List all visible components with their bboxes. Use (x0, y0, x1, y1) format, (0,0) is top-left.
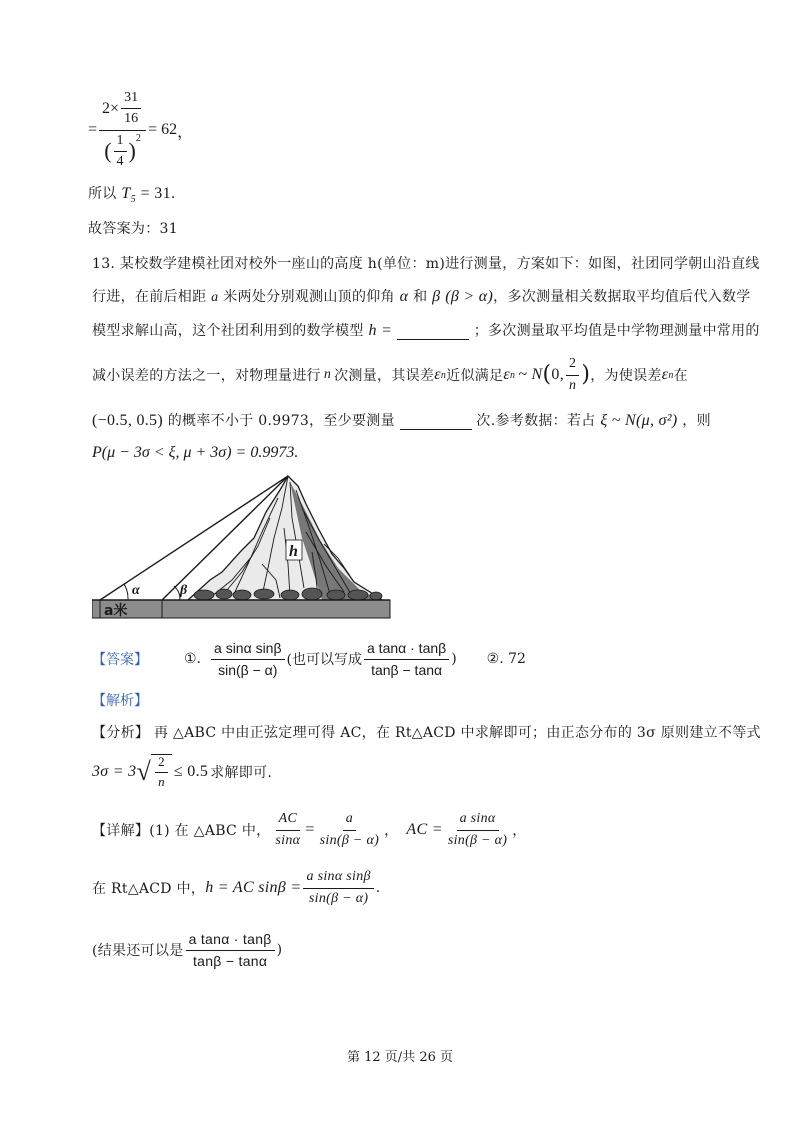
q13-l2h: ，多次测量相关数据取平均值后代入数学 (493, 289, 751, 305)
detail-ac: AC = (406, 821, 443, 838)
detail-frac-2-num: a (343, 811, 356, 830)
q13-l4c: 次测量，其误差 (334, 368, 435, 384)
big-fraction (99, 90, 146, 169)
analysis-fx-tag: 【分析】 (92, 725, 150, 741)
detail-line-2 (92, 866, 381, 910)
analysis-fx2a: 3σ = 3 (92, 763, 137, 780)
q13-line-3 (92, 320, 760, 340)
sqrt-expression (137, 754, 172, 790)
detail-tag: 【详解】 (92, 823, 150, 839)
top-equation (88, 90, 193, 170)
quarter-fraction (114, 133, 127, 170)
detail-line-3 (92, 928, 282, 972)
q13-l3a: 模型求解山高，这个社团利用到的数学模型 (92, 323, 364, 339)
left-paren: ( (104, 138, 112, 164)
answer-frac-2-num: a tanα · tanβ (364, 640, 449, 659)
eq-result: = 62 (148, 121, 178, 138)
q13-l5a: (−0.5, 0.5) (92, 412, 163, 429)
rt-frac-num: a sinα sinβ (303, 869, 373, 888)
normal-right-paren: ) (581, 362, 591, 387)
analysis-line-2 (92, 750, 272, 794)
q13-l2c: 米两处分别观测山顶的仰角 (223, 289, 395, 305)
inner-num: 31 (121, 90, 141, 109)
alt-frac (186, 931, 275, 968)
rt-a: 在 Rt△ACD 中， (92, 881, 206, 897)
analysis-tag: 【解析】 (92, 693, 148, 709)
alpha-arc (124, 584, 128, 600)
sqrt-body (151, 754, 172, 790)
q13-l4d: ε (434, 366, 441, 383)
big-fraction-numerator (99, 90, 146, 130)
page-number: 第 12 页/共 26 页 (347, 1050, 453, 1065)
answer-frac-1-den: sin(β − α) (218, 661, 278, 678)
conclusion-line: 所以 $T_5 = 31$. (88, 185, 176, 206)
quarter-den: 4 (116, 153, 124, 169)
numerator-two: 2× (102, 99, 120, 117)
q13-line-4: 减小误差的方法之一，对物理量进行 n 次测量，其误差 ε n 近似满足 ε n ~ N ( 0, $\frac{2}{n}$ ) ，为使误差 ε n 在 (92, 356, 688, 393)
detail-frac-1-num: AC (276, 811, 301, 830)
detail-frac-2-den: sin(β − α) (319, 832, 380, 848)
beta-label: β (180, 583, 188, 598)
alt-b: ) (276, 942, 283, 958)
answer-line: 故答案为：31 (88, 221, 178, 237)
answer-frac-2-den: tanβ − tanα (371, 661, 443, 678)
analysis-line-1 (92, 722, 761, 742)
detail-comma: ， (384, 823, 399, 839)
right-paren: ) (128, 138, 136, 164)
q13-l4h: 0, (551, 366, 565, 383)
rt-frac-den: sin(β − α) (308, 890, 369, 906)
model-answer-blank[interactable] (397, 323, 469, 340)
sqrt-num: 2 (155, 755, 168, 773)
detail-frac-2 (317, 811, 382, 848)
distance-label: a米 (104, 603, 128, 619)
answer-row (92, 636, 526, 682)
analysis-fx1: 再 △ABC 中由正弦定理可得 AC，在 Rt△ACD 中求解即可；由正态分布的 3σ 原则建立不等式 (153, 725, 761, 741)
q13-l5c: 次.参考数据：若占 (476, 413, 596, 429)
q13-l2a: 行进，在前后相距 (92, 289, 207, 305)
alt-frac-num: a tanα · tanβ (186, 931, 275, 950)
q13-l4g: ~ N (518, 366, 543, 383)
q13-l2f: β (432, 288, 441, 305)
q13-l2e: 和 (413, 289, 428, 305)
answer-frac-1 (211, 640, 285, 677)
detail-eq: = (305, 821, 315, 838)
conclusion-prefix: 所以 (88, 186, 117, 202)
conclusion-period: . (170, 186, 176, 202)
sqrt-sign: √ (136, 757, 152, 786)
q13-line-1: 13. 某校数学建模社团对校外一座山的高度 h(单位：m)进行测量，方案如下：如图，社团同学朝山沿直线 (92, 256, 760, 272)
q13-l3c: ；多次测量取平均值是中学物理测量中常用的 (473, 323, 760, 339)
answer-circle-1: ①. (184, 651, 202, 667)
variance-fraction (566, 356, 579, 393)
q13-line-5 (92, 410, 711, 430)
analysis-fx2e: 求解即可. (210, 765, 273, 781)
q13-l2d: α (399, 288, 409, 305)
rt-b: h = AC sinβ = (205, 879, 302, 896)
detail-frac-1 (272, 811, 303, 848)
q13-l5e: ，则 (682, 413, 711, 429)
q13-l4f: ε (503, 366, 510, 383)
q13-l5d: ξ ~ N(μ, σ²) (600, 412, 678, 429)
q13-l4b: n (323, 367, 332, 382)
detail-a: (1) 在 △ABC 中， (149, 823, 271, 839)
detail-frac-3-den: sin(β − α) (447, 832, 508, 848)
detail-frac-3 (445, 811, 510, 848)
height-label: h (289, 543, 298, 560)
q13-line-6: P(μ − 3σ < ξ, μ + 3σ) = 0.9973. (92, 444, 299, 461)
sqrt-den: n (158, 774, 165, 789)
rt-frac (303, 869, 373, 906)
equals-sign: = (88, 121, 98, 138)
mountain-figure (92, 468, 392, 626)
analysis-fx2d: ≤ 0.5 (173, 763, 209, 780)
q13-l4k: ，为使误差 (590, 368, 662, 384)
eq-comma: ， (177, 123, 194, 141)
inner-fraction (121, 90, 141, 127)
count-answer-blank[interactable] (400, 413, 472, 430)
detail-end: ， (512, 823, 527, 839)
answer-frac-1-num: a sinα sinβ (211, 640, 285, 659)
variance-den: n (569, 377, 577, 393)
big-fraction-denominator (101, 131, 144, 170)
answer-tag: 【答案】 (92, 652, 148, 668)
alpha-label: α (132, 583, 140, 598)
answer-mid: (也可以写成 (286, 652, 362, 668)
alt-a: (结果还可以是 (92, 943, 184, 959)
alt-frac-den: tanβ − tanα (192, 952, 268, 969)
rt-end: . (375, 880, 381, 896)
detail-frac-3-num: a sinα (457, 811, 499, 830)
q13-l2b: a (211, 290, 219, 305)
q13-l4m: 在 (673, 368, 688, 384)
q13-l3b: h = (368, 322, 393, 339)
detail-line-1 (92, 808, 527, 852)
answer-close: ) (451, 651, 457, 667)
conclusion-math: = 31 (140, 185, 171, 202)
q13-l5b: 的概率不小于 0.9973，至少要测量 (167, 413, 395, 429)
quarter-num: 1 (114, 133, 127, 152)
inner-den: 16 (124, 111, 139, 127)
ground-bar (92, 600, 390, 618)
variance-num: 2 (566, 356, 579, 375)
answer-circle-2: ②. 72 (486, 651, 526, 667)
detail-frac-1-den: sinα (275, 832, 301, 848)
q13-l4e: 近似满足 (446, 368, 504, 384)
answer-frac-2 (364, 640, 449, 677)
q13-l2g: (β > α) (445, 288, 494, 305)
q13-l4l: ε (661, 366, 669, 383)
q13-l4a: 减小误差的方法之一，对物理量进行 (92, 368, 321, 384)
q13-line-2 (92, 286, 751, 306)
sqrt-fraction (155, 755, 168, 790)
normal-left-paren: ( (542, 362, 552, 387)
exponent: 2 (135, 132, 141, 144)
